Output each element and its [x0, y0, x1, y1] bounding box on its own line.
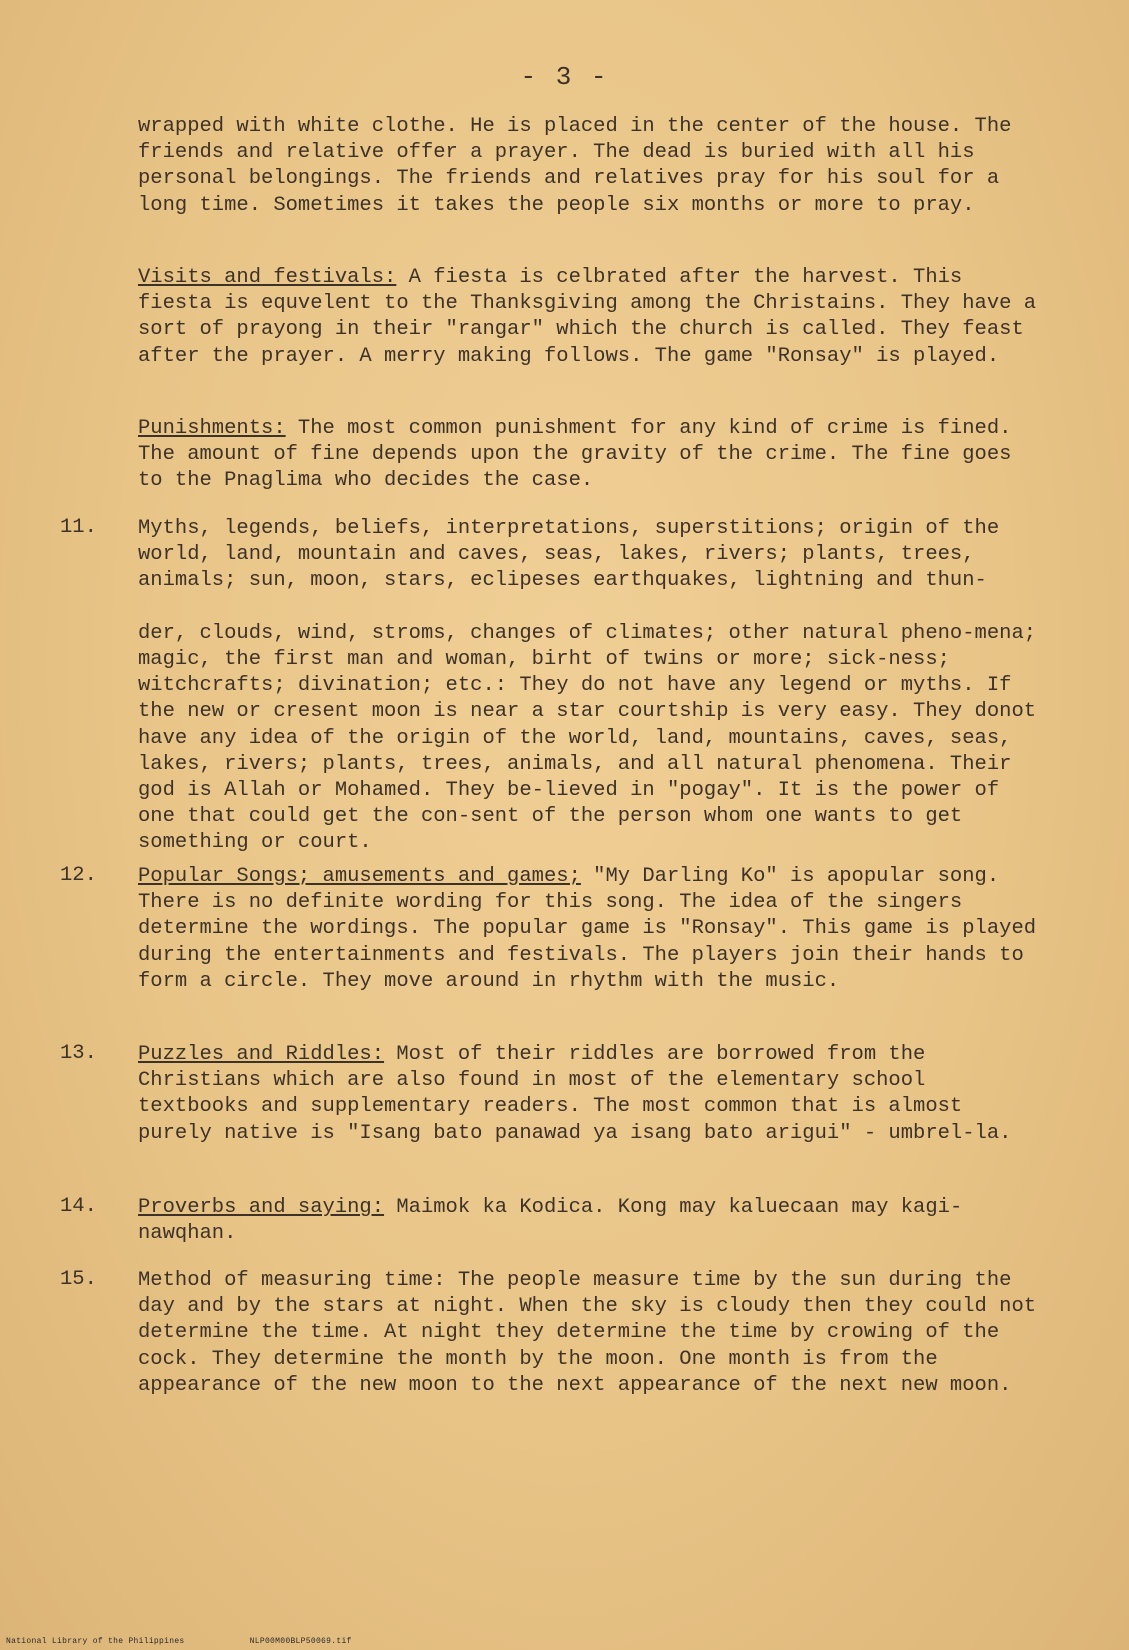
heading-visits-festivals: Visits and festivals: [138, 266, 397, 289]
item-12-text: "My Darling Ko" is apopular song. There is no definite wording for this song. The idea of the singers determine the wordings. The popular game is "Ronsay". This game is played during the entertainments and festivals. The players join their hands to form a circle. They move around in rhythm with the music. [138, 865, 1037, 993]
item-14-body [138, 1195, 1038, 1247]
item-11-text: Myths, legends, beliefs, interpretations, superstitions; origin of the world, land, mountain and caves, seas, lakes, rivers; plants, trees, animals; sun, moon, stars, eclipeses earthquakes, lightning and thun- der, clouds, wind, stroms, changes of climates; other natural pheno-mena; magic, the first man and woman, birht of twins or more; sick-ness; witchcrafts; divination; etc.: They do not have any legend or myths. If the new or cresent moon is near a star courtship is very easy. They donot have any idea of the origin of the world, land, mountains, caves, seas, lakes, rivers; plants, trees, animals, and all natural phenomena. Their god is Allah or Mohamed. They be-lieved in "pogay". It is the power of one that could get the con-sent of the person whom one wants to get something or court. [138, 517, 1037, 855]
item-12-body [138, 864, 1038, 995]
item-15-number: 15. [60, 1268, 97, 1291]
heading-punishments: Punishments: [138, 417, 286, 440]
item-14-heading: Proverbs and saying: [138, 1196, 385, 1219]
item-13-number: 13. [60, 1042, 97, 1065]
page-number: - 3 - [520, 62, 609, 92]
paragraph-burial: wrapped with white clothe. He is placed in the center of the house. The friends and relative offer a prayer. The dead is buried with all his personal belongings. The friends and relatives pray for his soul for a long time. Sometimes it takes the people six months or more to pray. [138, 115, 1024, 217]
paragraph-punishments [138, 416, 1038, 495]
item-14-text: Maimok ka Kodica. Kong may kaluecaan may kagi-nawqhan. [138, 1196, 963, 1246]
item-14-number: 14. [60, 1195, 97, 1218]
item-13-body [138, 1042, 1038, 1147]
item-12-heading: Popular Songs; amusements and games; [138, 865, 581, 888]
paragraph-visits-festivals [138, 265, 1049, 370]
footer-filename: NLP00M00BLP50069.tif [249, 1637, 352, 1646]
text-punishments: The most common punishment for any kind of crime is fined. The amount of fine depends upon the gravity of the crime. The fine goes to the Pnaglima who decides the case. [138, 417, 1024, 493]
footer [6, 1637, 1106, 1646]
footer-library: National Library of the Philippines [6, 1637, 185, 1646]
item-12-number: 12. [60, 864, 97, 887]
item-13-text: Most of their riddles are borrowed from the Christians which are also found in most of the elementary school textbooks and supplementary readers. The most common that is almost purely native is "Isang bato panawad ya isang bato arigui" - umbrel-la. [138, 1043, 1012, 1145]
item-13-heading: Puzzles and Riddles: [138, 1043, 385, 1066]
text-visits-festivals: A fiesta is celbrated after the harvest. This fiesta is equvelent to the Thanksgiving among the Christains. They have a sort of prayong in their "rangar" which the church is called. They feast after the prayer. A merry making follows. The game "Ronsay" is played. [138, 266, 1049, 368]
item-15-text: Method of measuring time: The people measure time by the sun during the day and by the stars at night. When the sky is cloudy then they could not determine the time. At night they determine the time by crowing of the cock. They determine the month by the moon. One month is from the appearance of the new moon to the next appearance of the next new moon. [138, 1269, 1037, 1397]
item-11-number: 11. [60, 516, 97, 539]
